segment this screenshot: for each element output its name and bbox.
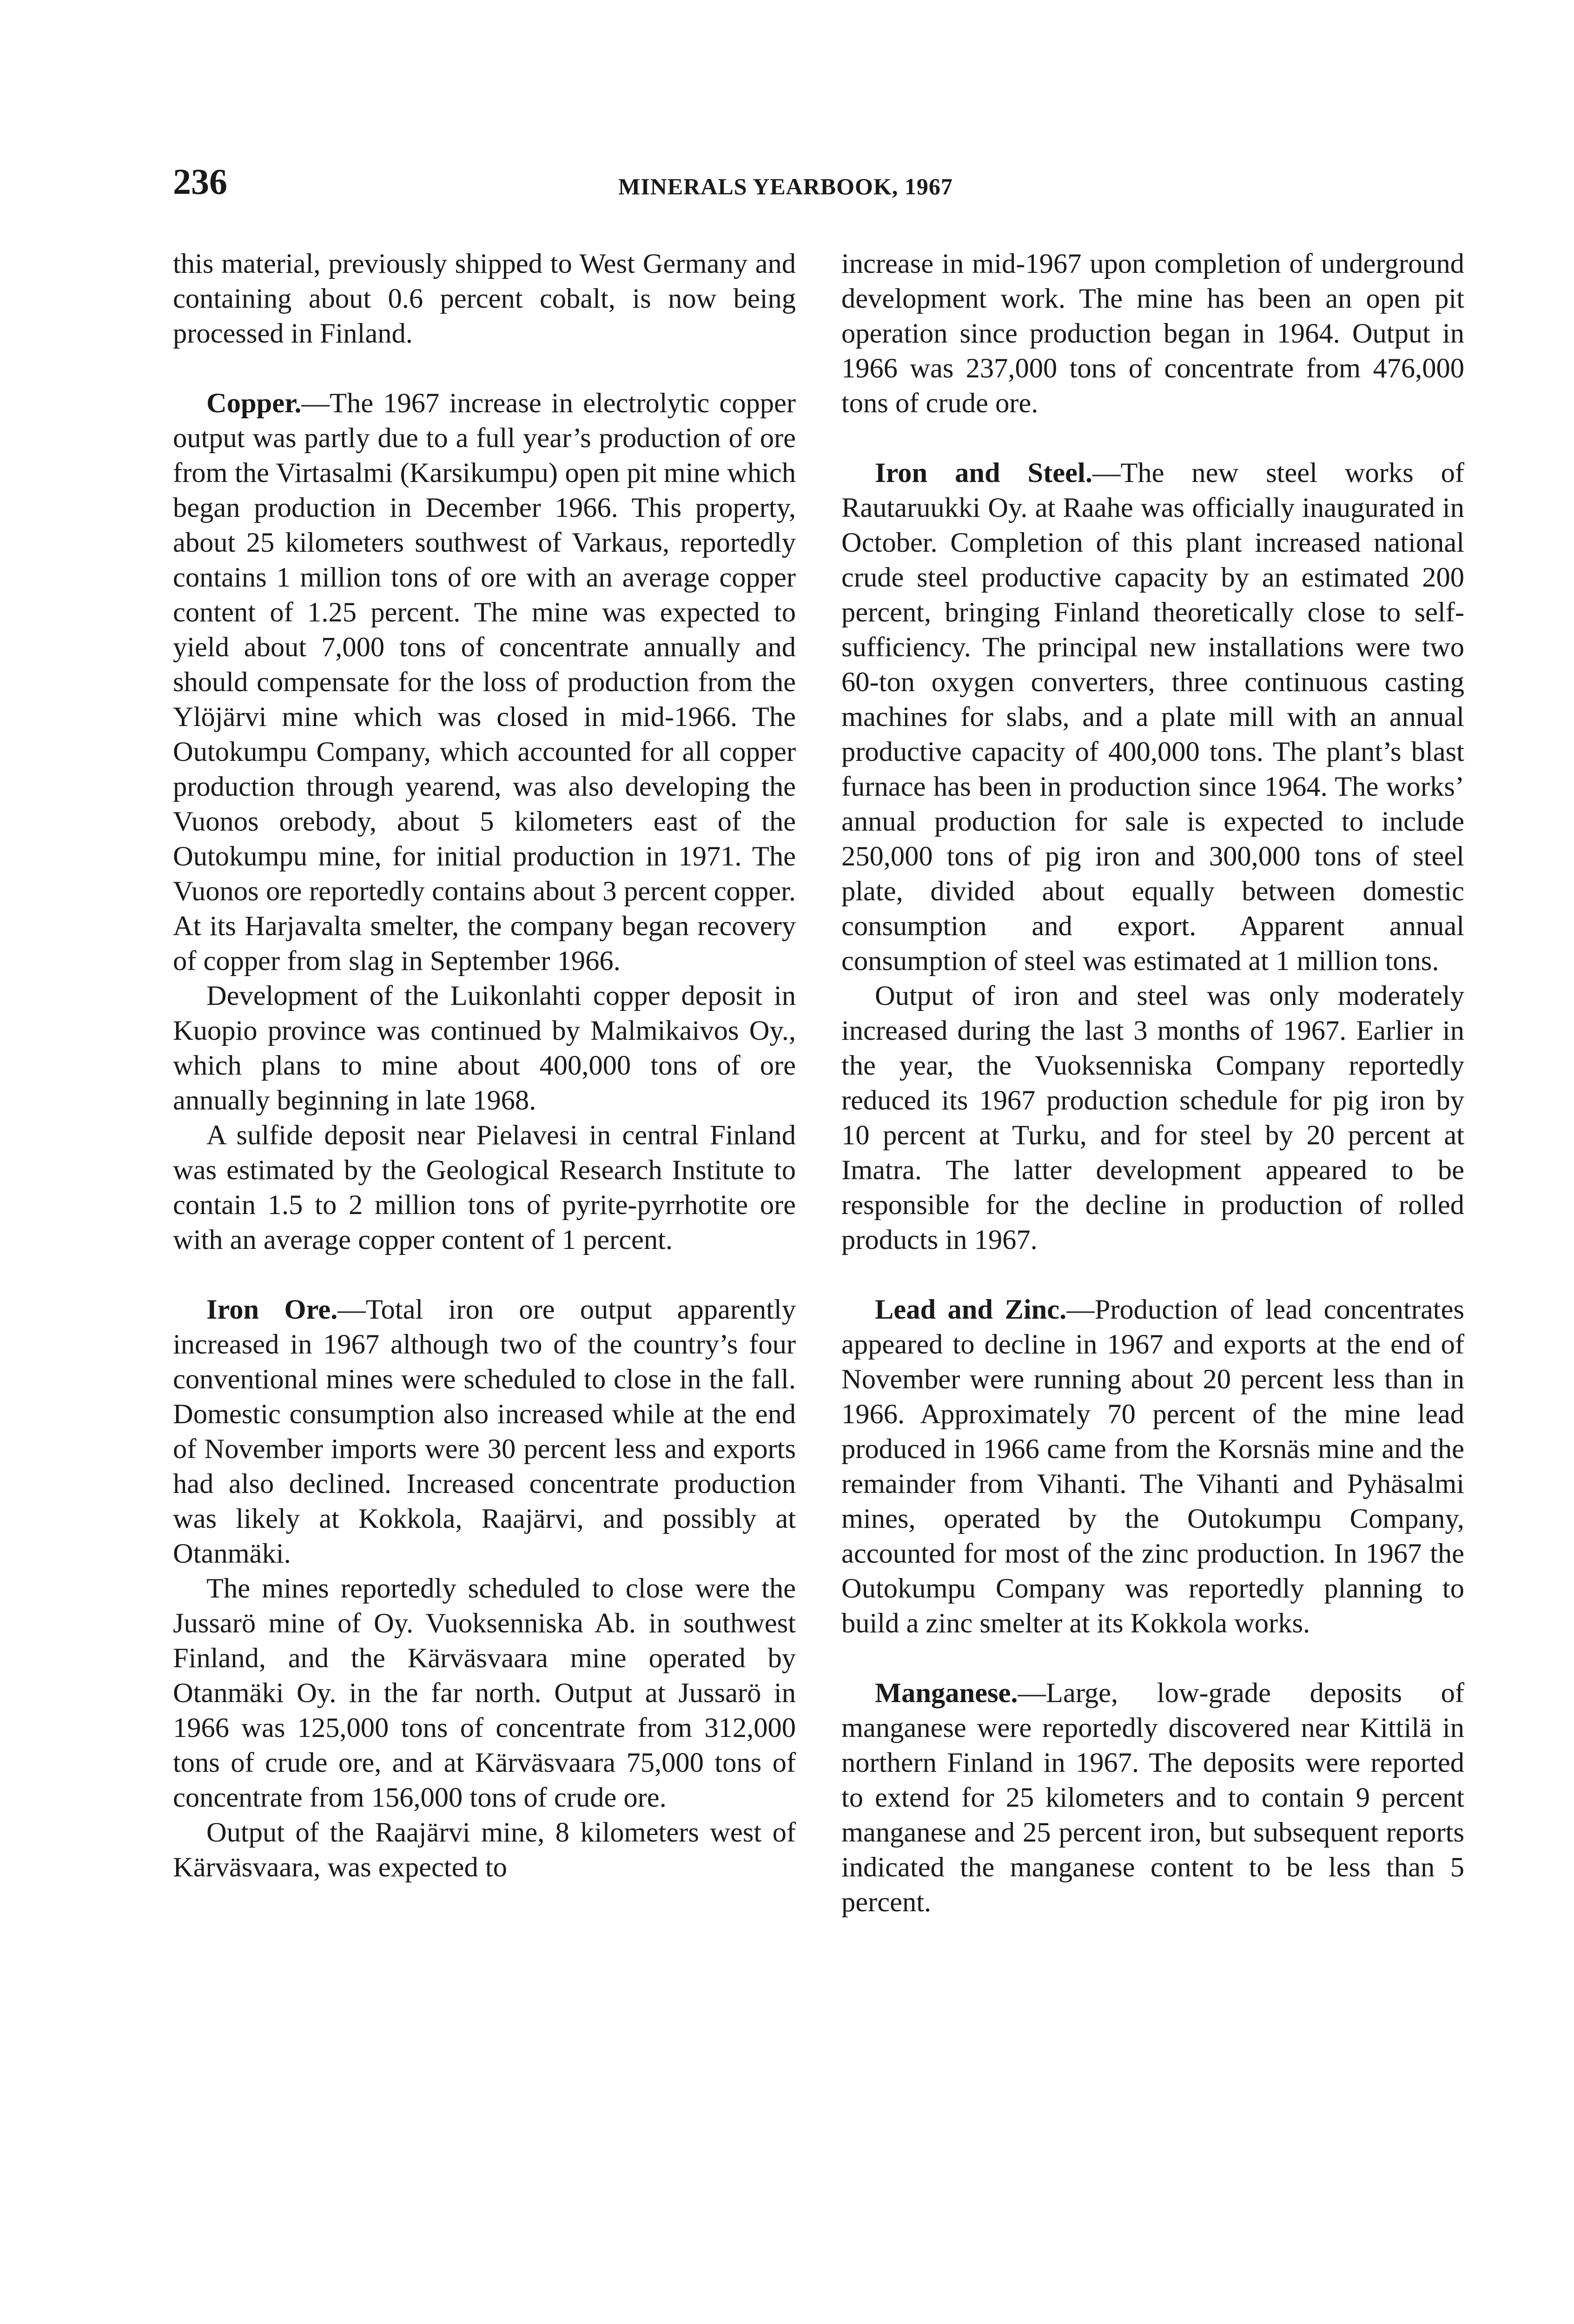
copper-text: —The 1967 increase in electrolytic copper output was partly due to a full year’s production of ore from the Virtasalmi (Karsikumpu) open pit mine which began production in December 1966. This property, about 25 kilometers southwest of Varkaus, reportedly contains 1 million tons of ore with an average copper content of 1.25 percent. The mine was expected to yield about 7,000 tons of concentrate annually and should compensate for the loss of production from the Ylöjärvi mine which was closed in mid-1966. The Outokumpu Company, which accounted for all copper production through yearend, was also developing the Vuonos orebody, about 5 kilometers east of the Outokumpu mine, for initial production in 1971. The Vuonos ore reportedly contains about 3 percent copper. At its Harjavalta smelter, the company began recovery of copper from slag in September 1966. (173, 388, 796, 977)
iron-steel-text: —The new steel works of Rautaruukki Oy. at Raahe was officially inaugurated in October. Completion of this plant increased national crude steel productive capacity by an estimated 200 percent, bringing Finland theoretically close to self-sufficiency. The principal new installations were two 60-ton oxygen converters, three continuous casting machines for slabs, and a plate mill with an annual productive capacity of 400,000 tons. The plant’s blast furnace has been in production since 1964. The works’ annual production for sale is expected to include 250,000 tons of pig iron and 300,000 tons of steel plate, divided about equally between domestic consumption and export. Apparent annual consumption of steel was estimated at 1 million tons. (841, 457, 1464, 977)
iron-ore-text: —Total iron ore output apparently increased in 1967 although two of the country’s four conventional mines were scheduled to close in the fall. Domestic consumption also increased while at the end of November imports were 30 percent less and exports had also declined. Increased concentrate production was likely at Kokkola, Raajärvi, and possibly at Otanmäki. (173, 1294, 796, 1569)
luikonlahti-paragraph: Development of the Luikonlahti copper deposit in Kuopio province was continued by Malmikaivos Oy., which plans to mine about 400,000 tons of ore annually beginning in late 1968. (173, 980, 796, 1116)
page-number: 236 (173, 161, 227, 202)
raajarvi-paragraph: Output of the Raajärvi mine, 8 kilometers west of Kärväsvaara, was expected to (173, 1817, 796, 1883)
right-column (841, 246, 1464, 1920)
manganese-text: —Large, low-grade deposits of manganese were reportedly discovered near Kittilä in northern Finland in 1967. The deposits were reported to extend for 25 kilometers and to contain 9 percent manganese and 25 percent iron, but subsequent reports indicated the manganese content to be less than 5 percent. (841, 1677, 1464, 1918)
left-column (173, 246, 796, 1885)
copper-paragraph (173, 386, 796, 978)
manganese-heading: Manganese. (875, 1677, 1018, 1709)
lead-zinc-text: —Production of lead concentrates appeared to decline in 1967 and exports at the end of November were running about 20 percent less than in 1966. Approximately 70 percent of the mine lead produced in 1966 came from the Korsnäs mine and the remainder from Vihanti. The Vihanti and Pyhäsalmi mines, operated by the Outokumpu Company, accounted for most of the zinc production. In 1967 the Outokumpu Company was reportedly planning to build a zinc smelter at its Kokkola works. (841, 1294, 1465, 1639)
lead-zinc-heading: Lead and Zinc. (875, 1294, 1067, 1325)
lead-zinc-paragraph (841, 1292, 1464, 1641)
paragraph-continuation: this material, previously shipped to West Germany and containing about 0.6 percent cobalt, is now being processed in Finland. (173, 248, 796, 349)
manganese-paragraph (841, 1676, 1464, 1920)
iron-steel-output-paragraph: Output of iron and steel was only moderately increased during the last 3 months of 1967. Earlier in the year, the Vuoksenniska Company reportedly reduced its 1967 production schedule for pig iron by 10 percent at Turku, and for steel by 20 percent at Imatra. The latter development appeared to be responsible for the decline in production of rolled products in 1967. (841, 980, 1464, 1255)
raajarvi-continuation: increase in mid-1967 upon completion of underground development work. The mine has been an open pit operation since production began in 1964. Output in 1966 was 237,000 tons of concentrate from 476,000 tons of crude ore. (841, 248, 1464, 419)
iron-steel-paragraph (841, 456, 1464, 978)
iron-ore-paragraph (173, 1292, 796, 1571)
mines-closing-paragraph: The mines reportedly scheduled to close were the Jussarö mine of Oy. Vuoksenniska Ab. in southwest Finland, and the Kärväsvaara mine operated by Otanmäki Oy. in the far north. Output at Jussarö in 1966 was 125,000 tons of concentrate from 312,000 tons of crude ore, and at Kärväsvaara 75,000 tons of concentrate from 156,000 tons of crude ore. (173, 1573, 796, 1813)
copper-heading: Copper. (206, 388, 302, 419)
iron-ore-heading: Iron Ore. (206, 1294, 338, 1325)
pielavesi-paragraph: A sulfide deposit near Pielavesi in central Finland was estimated by the Geological Research Institute to contain 1.5 to 2 million tons of pyrite-pyrrhotite ore with an average copper content of 1 percent. (173, 1120, 796, 1255)
iron-steel-heading: Iron and Steel. (875, 457, 1092, 489)
running-head: MINERALS YEARBOOK, 1967 (618, 173, 953, 199)
